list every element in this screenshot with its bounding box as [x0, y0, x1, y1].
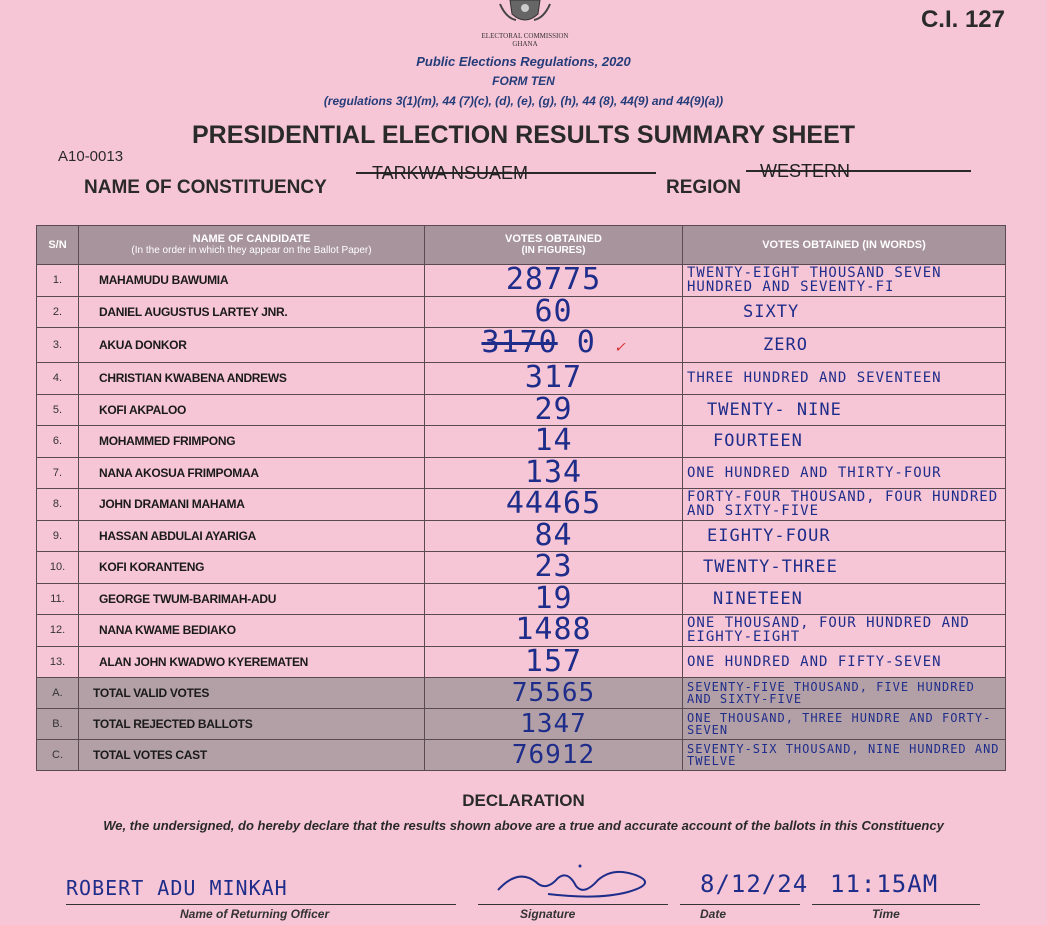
votes-figures: 23 — [425, 552, 683, 584]
constituency-code: A10-0013 — [58, 148, 124, 165]
votes-figures: 317 — [425, 363, 683, 395]
table-row — [37, 363, 1006, 395]
votes-words: ONE THOUSAND, FOUR HUNDRED AND EIGHTY-EIGHT — [683, 615, 1006, 647]
total-figures: 75565 — [425, 678, 683, 709]
regulations-detail: (regulations 3(1)(m), 44 (7)(c), (d), (e), (g), (h), 44 (8), 44(9) and 44(9)(a)) — [323, 94, 724, 108]
votes-words: EIGHTY-FOUR — [683, 520, 1006, 552]
votes-figures: 29 — [425, 394, 683, 426]
signature-mark — [488, 860, 668, 904]
row-sn: 5. — [37, 394, 79, 426]
table-row — [37, 457, 1006, 489]
correction-initials-mark: ✓ — [614, 337, 626, 356]
votes-figures: 44465 — [425, 489, 683, 521]
total-words: SEVENTY-FIVE THOUSAND, FIVE HUNDRED AND SIXTY-FIVE — [683, 678, 1006, 709]
votes-words: TWENTY-THREE — [683, 552, 1006, 584]
candidate-name: AKUA DONKOR — [79, 328, 425, 363]
votes-figures: 134 — [425, 457, 683, 489]
table-row — [37, 520, 1006, 552]
votes-figures: 19 — [425, 583, 683, 615]
candidate-name: JOHN DRAMANI MAHAMA — [79, 489, 425, 521]
officer-name-line — [66, 904, 456, 905]
table-row — [37, 296, 1006, 328]
officer-name-value: ROBERT ADU MINKAH — [66, 876, 288, 900]
region-label: REGION — [666, 177, 741, 198]
table-row — [37, 328, 1006, 363]
candidate-name: KOFI AKPALOO — [79, 394, 425, 426]
candidate-name: NANA KWAME BEDIAKO — [79, 615, 425, 647]
header-name-label: NAME OF CANDIDATE — [192, 233, 311, 245]
votes-words: NINETEEN — [683, 583, 1006, 615]
time-value: 11:15AM — [830, 870, 939, 898]
date-value: 8/12/24 — [700, 870, 809, 898]
table-row — [37, 489, 1006, 521]
total-words: ONE THOUSAND, THREE HUNDRE AND FORTY-SEVEN — [683, 709, 1006, 740]
row-sn: 1. — [37, 265, 79, 297]
page-title: PRESIDENTIAL ELECTION RESULTS SUMMARY SHEET — [191, 121, 856, 149]
row-sn: 8. — [37, 489, 79, 521]
row-sn: 10. — [37, 552, 79, 584]
row-sn: 4. — [37, 363, 79, 395]
candidate-name: MOHAMMED FRIMPONG — [79, 426, 425, 458]
results-table — [36, 225, 1006, 771]
total-figures: 76912 — [425, 740, 683, 771]
ci-number: C.I. 127 — [920, 6, 1005, 33]
votes-figures: 60 — [425, 296, 683, 328]
votes-words: ONE HUNDRED AND THIRTY-FOUR — [683, 457, 1006, 489]
header-words: VOTES OBTAINED (IN WORDS) — [683, 226, 1006, 265]
total-row — [37, 678, 1006, 709]
commission-name: ELECTORAL COMMISSION GHANA — [481, 32, 569, 48]
form-title: FORM TEN — [492, 74, 555, 88]
total-row — [37, 740, 1006, 771]
row-sn: 7. — [37, 457, 79, 489]
candidate-name: NANA AKOSUA FRIMPOMAA — [79, 457, 425, 489]
total-words: SEVENTY-SIX THOUSAND, NINE HUNDRED AND TWELVE — [683, 740, 1006, 771]
constituency-label: NAME OF CONSTITUENCY — [84, 177, 327, 198]
votes-figures: 28775 — [425, 265, 683, 297]
total-label: TOTAL VALID VOTES — [79, 678, 425, 709]
total-row — [37, 709, 1006, 740]
time-line — [812, 904, 980, 905]
table-row — [37, 583, 1006, 615]
table-row — [37, 646, 1006, 678]
candidate-name: KOFI KORANTENG — [79, 552, 425, 584]
constituency-value: TARKWA NSUAEM — [372, 163, 529, 183]
row-sn: 12. — [37, 615, 79, 647]
header-figures-label: VOTES OBTAINED — [505, 233, 602, 245]
votes-words: FOURTEEN — [683, 426, 1006, 458]
table-row — [37, 552, 1006, 584]
total-label: TOTAL VOTES CAST — [79, 740, 425, 771]
votes-words: THREE HUNDRED AND SEVENTEEN — [683, 363, 1006, 395]
declaration-text: We, the undersigned, do hereby declare that the results shown above are a true and accurate account of the ballots in this Constituency — [103, 818, 944, 833]
votes-words: FORTY-FOUR THOUSAND, FOUR HUNDRED AND SIXTY-FIVE — [683, 489, 1006, 521]
row-sn: C. — [37, 740, 79, 771]
row-sn: 13. — [37, 646, 79, 678]
struck-figure: 3170 — [481, 327, 558, 360]
total-label: TOTAL REJECTED BALLOTS — [79, 709, 425, 740]
date-line — [680, 904, 800, 905]
regulations-title: Public Elections Regulations, 2020 — [416, 54, 631, 69]
votes-words: TWENTY- NINE — [683, 394, 1006, 426]
total-figures: 1347 — [425, 709, 683, 740]
candidate-name: DANIEL AUGUSTUS LARTEY JNR. — [79, 296, 425, 328]
declaration-title: DECLARATION — [462, 791, 585, 810]
candidate-name: GEORGE TWUM-BARIMAH-ADU — [79, 583, 425, 615]
region-value: WESTERN — [760, 161, 850, 181]
table-row — [37, 615, 1006, 647]
header-figures — [425, 226, 683, 265]
row-sn: A. — [37, 678, 79, 709]
corrected-figure: 0 — [576, 327, 596, 360]
date-label: Date — [700, 907, 727, 921]
header-sn: S/N — [37, 226, 79, 265]
table-row — [37, 265, 1006, 297]
votes-figures: 1488 — [425, 615, 683, 647]
table-header-row — [37, 226, 1006, 265]
header-name — [79, 226, 425, 265]
candidate-name: ALAN JOHN KWADWO KYEREMATEN — [79, 646, 425, 678]
row-sn: 3. — [37, 328, 79, 363]
candidate-name: MAHAMUDU BAWUMIA — [79, 265, 425, 297]
time-label: Time — [872, 907, 900, 921]
candidate-name: CHRISTIAN KWABENA ANDREWS — [79, 363, 425, 395]
row-sn: 11. — [37, 583, 79, 615]
votes-words: ONE HUNDRED AND FIFTY-SEVEN — [683, 646, 1006, 678]
table-row — [37, 426, 1006, 458]
row-sn: 6. — [37, 426, 79, 458]
row-sn: B. — [37, 709, 79, 740]
votes-words: ZERO — [683, 328, 1006, 363]
row-sn: 9. — [37, 520, 79, 552]
candidate-name: HASSAN ABDULAI AYARIGA — [79, 520, 425, 552]
votes-figures: 84 — [425, 520, 683, 552]
officer-name-label: Name of Returning Officer — [180, 907, 330, 921]
header-figures-sub: (IN FIGURES) — [521, 245, 586, 256]
votes-words: SIXTY — [683, 296, 1006, 328]
signature-line — [478, 904, 668, 905]
signature-label: Signature — [520, 907, 576, 921]
row-sn: 2. — [37, 296, 79, 328]
votes-words: TWENTY-EIGHT THOUSAND SEVEN HUNDRED AND SEVENTY-FI — [683, 265, 1006, 297]
votes-figures: 157 — [425, 646, 683, 678]
header-name-sub: (In the order in which they appear on the Ballot Paper) — [131, 245, 372, 256]
table-row — [37, 394, 1006, 426]
votes-figures: 14 — [425, 426, 683, 458]
votes-figures-corrected — [425, 328, 683, 363]
